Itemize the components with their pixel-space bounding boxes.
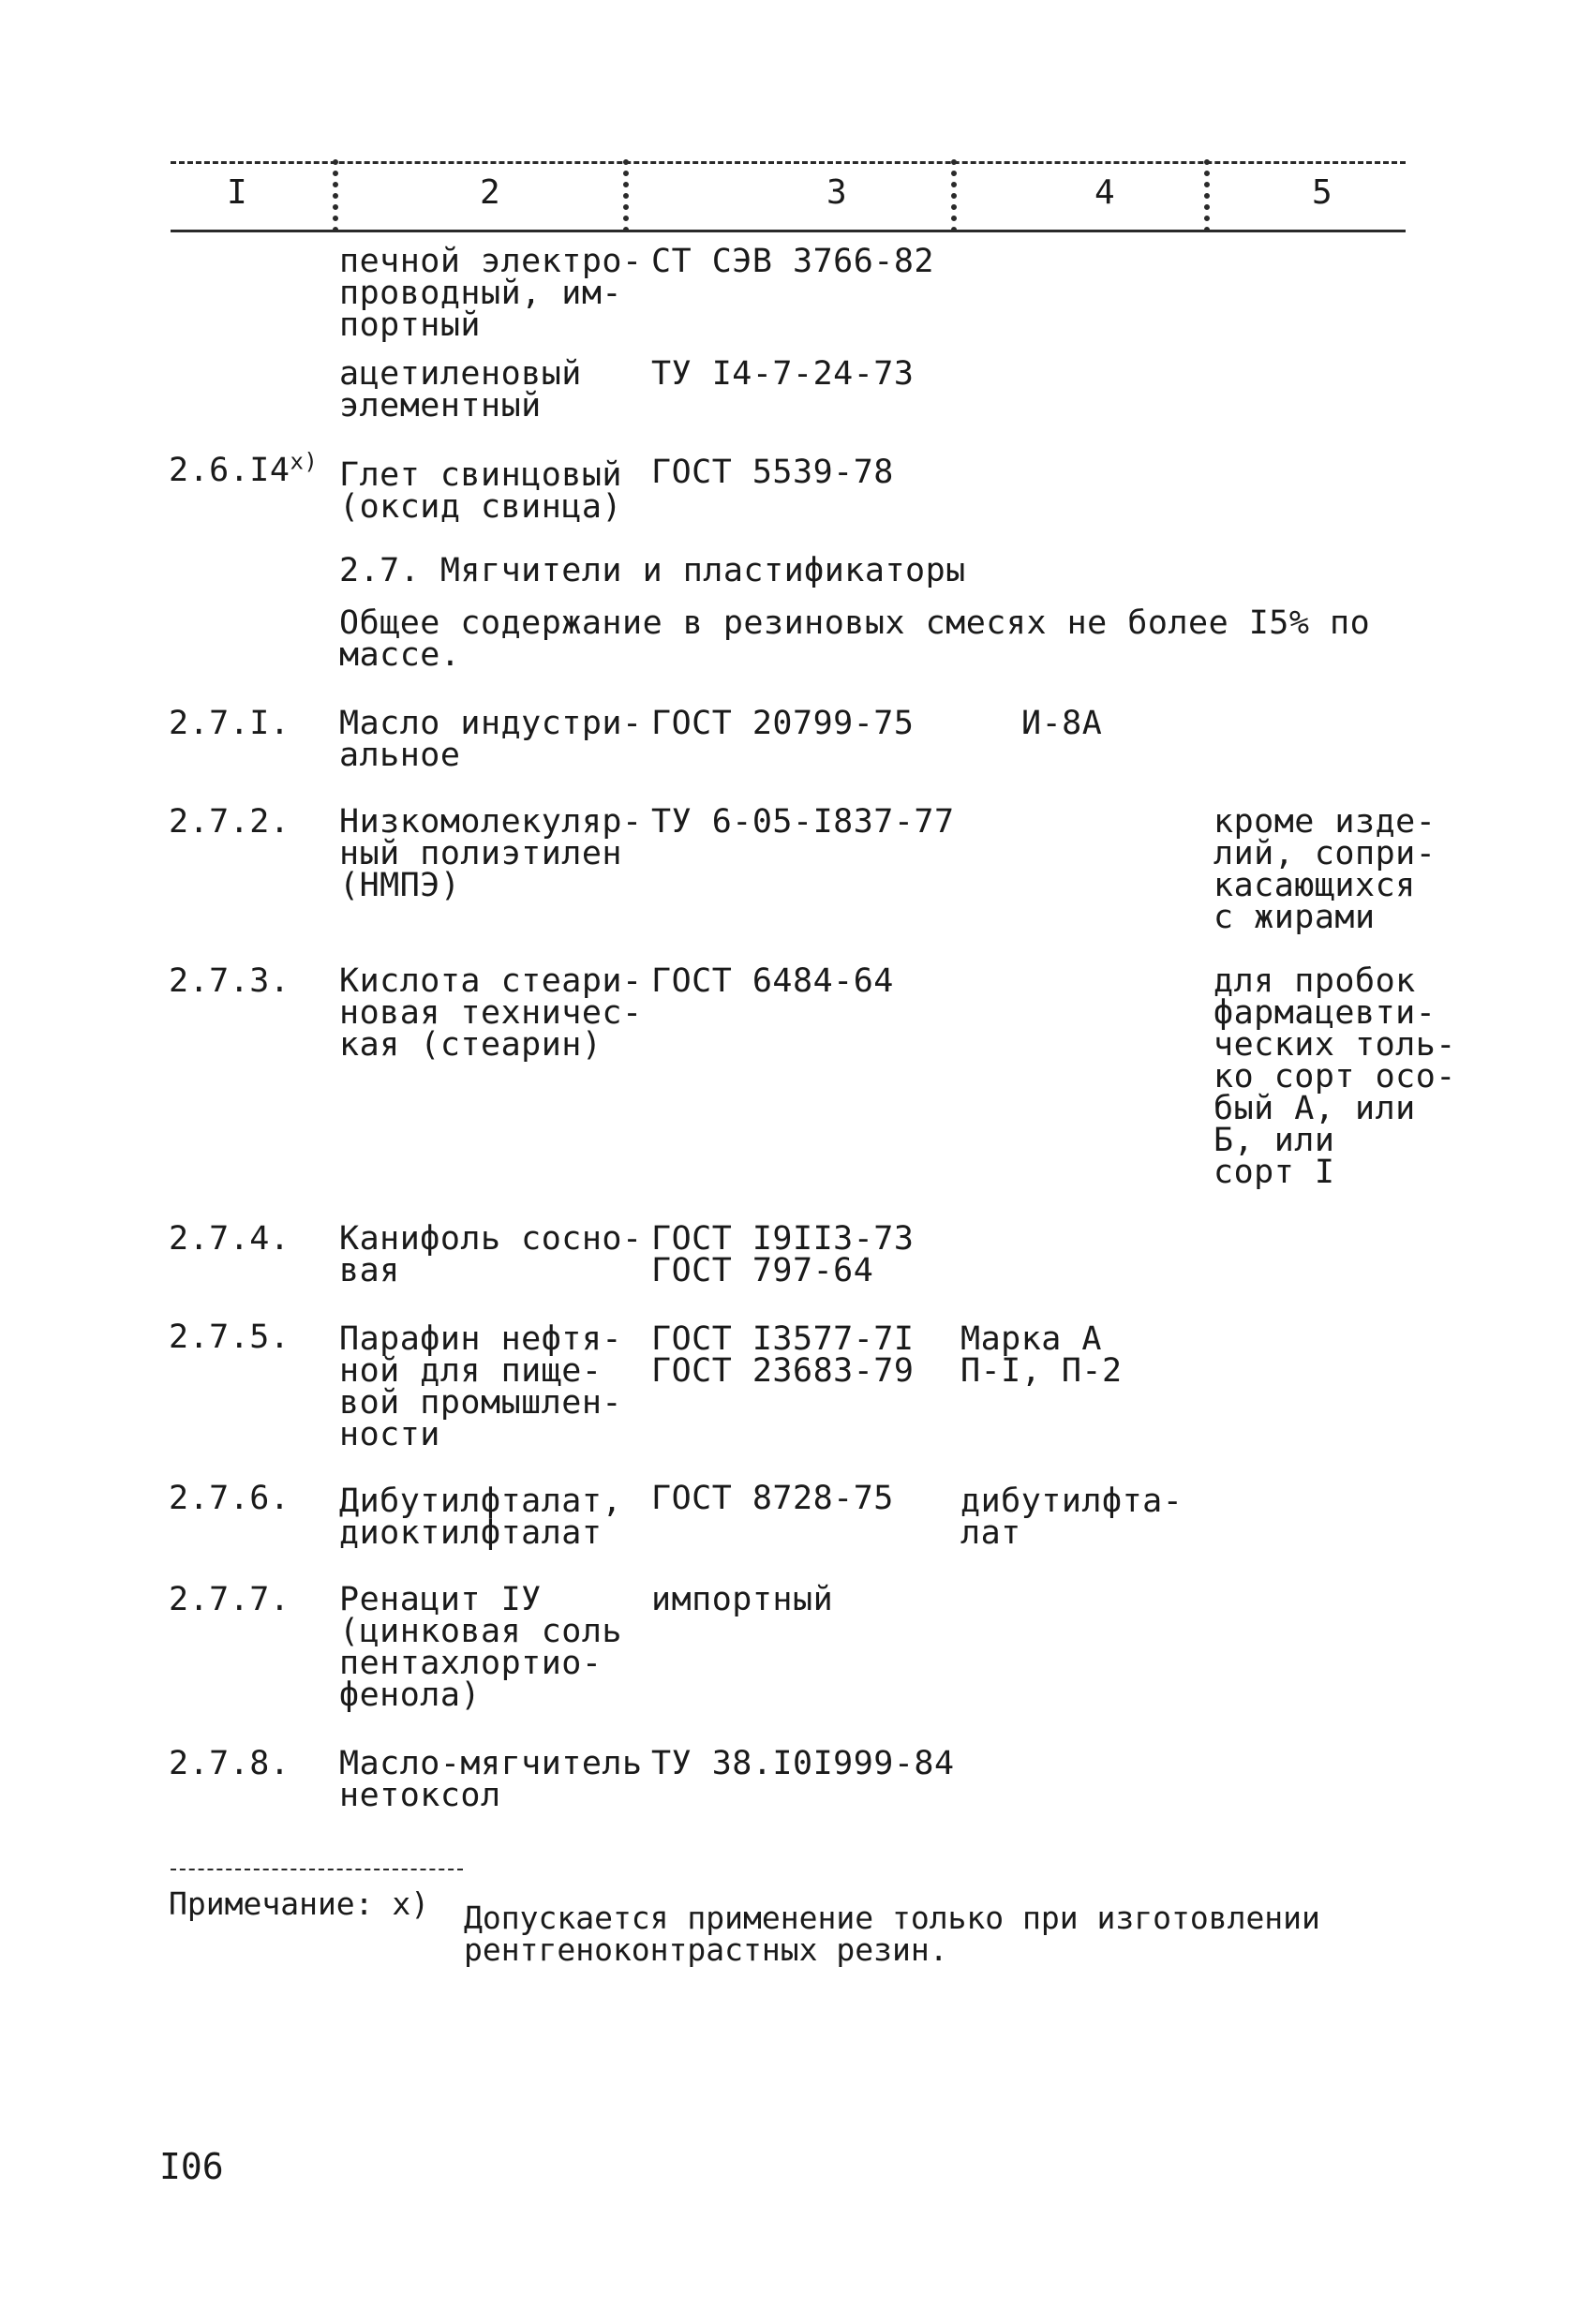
item-name: Масло индустри- альное <box>339 705 643 774</box>
item-grade: И-8А <box>1021 705 1103 742</box>
header-col-2: 2 <box>480 173 500 212</box>
row-number-text: 2.6.I4 <box>169 452 290 489</box>
item-grade: дибутилфта- лат <box>960 1482 1184 1552</box>
row-standard: ТУ I4-7-24-73 <box>651 355 915 393</box>
item-standard: ГОСТ 6484-64 <box>651 962 894 1000</box>
item-standard: ГОСТ 8728-75 <box>651 1480 894 1517</box>
item-name: Низкомолекуляр- ный полиэтилен (НМПЭ) <box>339 803 643 904</box>
header-col-1: I <box>227 173 247 212</box>
item-number: 2.7.7. <box>169 1581 290 1618</box>
section-intro: Общее содержание в резиновых смесях не более I5% по массе. <box>339 604 1371 674</box>
item-number: 2.7.6. <box>169 1480 290 1517</box>
item-remark: кроме изде- лий, сопри- касающихся с жирами <box>1213 803 1437 936</box>
item-standard: импортный <box>651 1581 834 1618</box>
item-remark: для пробок фармацевти- ческих толь- ко сорт осо- бый А, или Б, или сорт I <box>1213 962 1456 1191</box>
item-name: Канифоль сосно- вая <box>339 1220 643 1289</box>
page-number: I06 <box>159 2146 224 2187</box>
header-separator <box>951 159 957 232</box>
header-separator <box>333 159 338 232</box>
item-standard: ТУ 38.I0I999-84 <box>651 1745 955 1782</box>
item-number: 2.7.4. <box>169 1220 290 1258</box>
item-standard: ГОСТ I9II3-73 ГОСТ 797-64 <box>651 1220 915 1289</box>
row-name: печной электро- проводный, им- портный <box>339 243 643 344</box>
header-separator <box>1204 159 1210 232</box>
header-col-5: 5 <box>1312 173 1332 212</box>
footnote-rule <box>171 1869 463 1870</box>
header-separator <box>623 159 629 232</box>
note-text: Допускается применение только при изготовлении рентгеноконтрастных резин. <box>464 1899 1320 1968</box>
section-title: 2.7. Мягчители и пластификаторы <box>339 552 966 589</box>
table-header-rule <box>171 230 1406 232</box>
item-number: 2.7.8. <box>169 1745 290 1782</box>
note-label: Примечание: х) <box>169 1885 430 1922</box>
row-number <box>169 448 319 489</box>
item-name: Ренацит IУ (цинковая соль пентахлортио- фенола) <box>339 1581 623 1714</box>
item-number: 2.7.5. <box>169 1318 290 1356</box>
item-name: Кислота стеари- новая техничес- кая (стеарин) <box>339 962 643 1064</box>
item-standard: ГОСТ I3577-7I ГОСТ 23683-79 <box>651 1320 915 1390</box>
item-standard: ТУ 6-05-I837-77 <box>651 803 955 841</box>
item-number: 2.7.3. <box>169 962 290 1000</box>
row-standard: СТ СЭВ 3766-82 <box>651 243 935 280</box>
item-name: Масло-мягчитель нетоксол <box>339 1745 643 1814</box>
header-col-3: 3 <box>826 173 847 212</box>
row-standard: ГОСТ 5539-78 <box>651 454 894 491</box>
row-name: Глет свинцовый (оксид свинца) <box>339 456 623 526</box>
item-name: Парафин нефтя- ной для пище- вой промышлен- ности <box>339 1320 623 1453</box>
footnote-marker: x) <box>290 448 319 475</box>
header-col-4: 4 <box>1094 173 1115 212</box>
item-number: 2.7.2. <box>169 803 290 841</box>
row-name: ацетиленовый элементный <box>339 355 582 425</box>
item-standard: ГОСТ 20799-75 <box>651 705 915 742</box>
item-grade: Марка А П-I, П-2 <box>960 1320 1123 1390</box>
item-name: Дибутилфталат, диоктилфталат <box>339 1482 623 1552</box>
table-top-rule <box>171 161 1406 164</box>
item-number: 2.7.I. <box>169 705 290 742</box>
